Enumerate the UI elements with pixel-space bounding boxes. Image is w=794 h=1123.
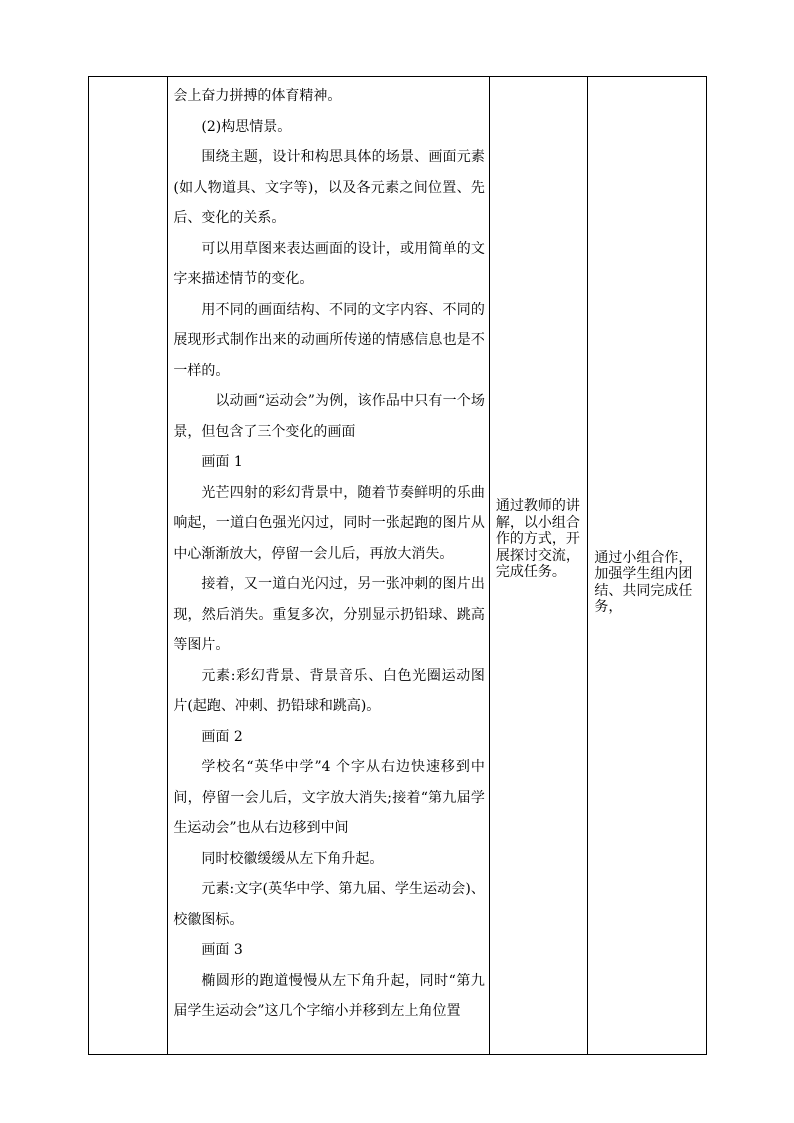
lesson-plan-table [88,76,707,1055]
content-paragraph-5: 用不同的画面结构、不同的文字内容、不同的展现形式制作出来的动画所传递的情感信息也是不一样的。 [173,301,485,379]
content-paragraph-4: 可以用草图来表达画面的设计，或用简单的文字来描述情节的变化。 [173,240,485,287]
scene-3-heading: 画面 3 [201,942,243,958]
content-paragraph-3: 围绕主题，设计和构思具体的场景、画面元素(如人物道具、文字等)，以及各元素之间位置、先后、变化的关系。 [173,149,485,226]
table-row [89,77,707,1055]
scene-2-heading: 画面 2 [201,728,243,745]
scene-1-heading: 画面 1 [201,454,243,470]
step-cell [89,77,168,1055]
content-paragraph-2: (2)构思情景。 [201,118,292,135]
content-paragraph-8: 光芒四射的彩幻背景中，随着节奏鲜明的乐曲响起，一道白色强光闪过，同时一张起跑的图片从中心渐渐放大，停留一会儿后，再放大消失。 [173,484,485,562]
content-paragraph-10: 元素:彩幻背景、背景音乐、白色光圈运动图片(起跑、冲刺、扔铅球和跳高)。 [173,667,485,714]
teaching-content [168,77,489,1027]
teaching-content-cell [168,77,490,1055]
teaching-method-text: 通过教师的讲解，以小组合作的方式，开展探讨交流，完成任务。 [495,498,580,581]
content-paragraph-9: 接着，又一道白光闪过，另一张冲刺的图片出现，然后消失。重复多次，分别显示扔铅球、跳高等图片。 [173,576,485,653]
teaching-method-cell [489,77,587,1055]
content-paragraph-6: 以动画“运动会”为例，该作品中只有一个场景，但包含了三个变化的画面 [173,393,485,440]
content-paragraph-14: 元素:文字(英华中学、第九届、学生运动会)、校徽图标。 [173,881,485,928]
content-paragraph-16: 椭圆形的跑道慢慢从左下角升起，同时“第九届学生运动会”这几个字缩小并移到左上角位置 [173,972,485,1019]
content-paragraph-12: 学校名“英华中学”4 个字从右边快速移到中间，停留一会儿后，文字放大消失;接着“第九届学生运动会”也从右边移到中间 [173,759,485,836]
design-intent-text: 通过小组合作，加强学生组内团结、共同完成任务， [594,549,693,615]
content-paragraph-13: 同时校徽缓缓从左下角升起。 [201,850,384,867]
design-intent-cell [588,77,707,1055]
content-paragraph-1: 会上奋力拼搏的体育精神。 [173,88,342,104]
